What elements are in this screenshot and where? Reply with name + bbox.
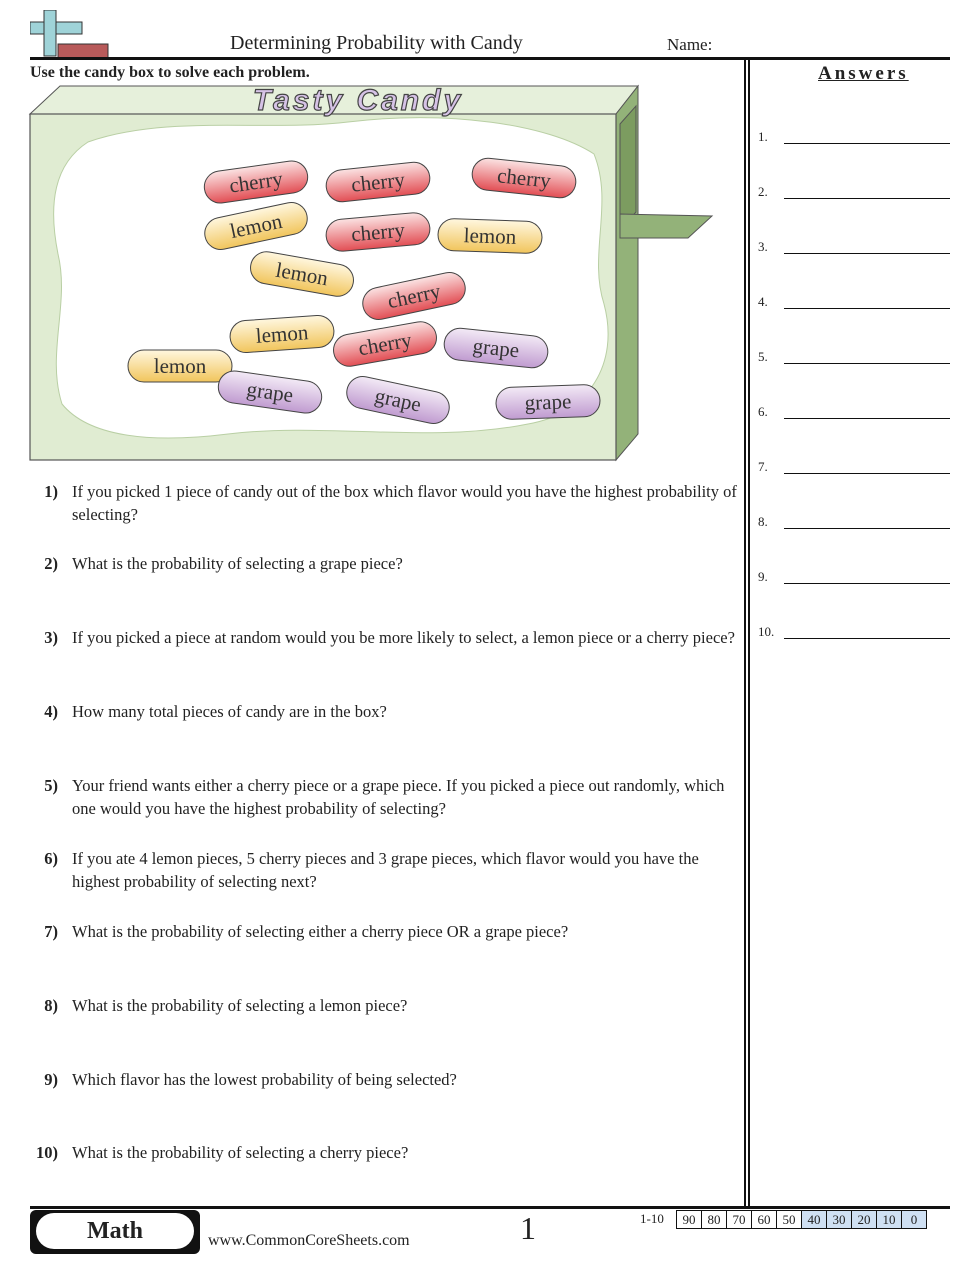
candy-label: lemon [227, 208, 285, 244]
question-number: 6) [44, 849, 58, 868]
score-table [676, 1210, 927, 1229]
header-rule [30, 57, 950, 60]
candy-lemon [229, 314, 335, 353]
candy-label: cherry [356, 327, 414, 361]
answer-number: 8. [758, 514, 768, 529]
question-number: 8) [44, 996, 58, 1015]
candy-label: lemon [274, 257, 330, 291]
answer-number: 6. [758, 404, 768, 419]
candy-lemon [437, 218, 542, 254]
answer-number: 3. [758, 239, 768, 254]
candy-label: cherry [496, 163, 552, 193]
question-text: Which flavor has the lowest probability of being selected? [72, 1070, 457, 1089]
question-text: What is the probability of selecting a cherry piece? [72, 1143, 409, 1162]
answer-line[interactable] [758, 404, 950, 424]
instructions: Use the candy box to solve each problem. [30, 64, 310, 81]
candy-label: cherry [385, 278, 443, 314]
answer-number: 5. [758, 349, 768, 364]
question-text: What is the probability of selecting a lemon piece? [72, 996, 408, 1015]
answer-blank[interactable] [784, 198, 950, 199]
candy-lemon [128, 350, 232, 382]
box-title: Tasty Candy [252, 84, 464, 117]
answer-blank[interactable] [784, 143, 950, 144]
question-text: What is the probability of selecting a grape piece? [72, 554, 403, 573]
footer-rule [30, 1206, 950, 1209]
score-cell: 40 [802, 1211, 827, 1229]
score-cell: 10 [877, 1211, 902, 1229]
score-cell: 0 [902, 1211, 927, 1229]
answer-blank[interactable] [784, 638, 950, 639]
question-text: If you picked 1 piece of candy out of the box which flavor would you have the highest probability of selecting? [72, 482, 737, 524]
answer-blank[interactable] [784, 528, 950, 529]
question-number: 7) [44, 922, 58, 941]
answer-number: 2. [758, 184, 768, 199]
candy-label: cherry [227, 166, 285, 198]
answer-line[interactable] [758, 129, 950, 149]
answer-line[interactable] [758, 184, 950, 204]
answer-line[interactable] [758, 624, 950, 644]
answer-line[interactable] [758, 349, 950, 369]
question-text: What is the probability of selecting either a cherry piece OR a grape piece? [72, 922, 569, 941]
candy-label: cherry [350, 167, 406, 197]
answer-number: 9. [758, 569, 768, 584]
answer-blank[interactable] [784, 583, 950, 584]
score-cell: 70 [727, 1211, 752, 1229]
question-number: 10) [36, 1143, 58, 1162]
candy-label: grape [524, 389, 572, 415]
box-flap [620, 106, 636, 230]
answer-number: 4. [758, 294, 768, 309]
candy-box-illustration [28, 84, 718, 464]
answer-blank[interactable] [784, 363, 950, 364]
score-cell: 50 [777, 1211, 802, 1229]
answer-number: 10. [758, 624, 775, 639]
answer-blank[interactable] [784, 308, 950, 309]
question-number: 4) [44, 702, 58, 721]
candy-label: grape [245, 376, 295, 408]
answer-line[interactable] [758, 459, 950, 479]
subject-label: Math [36, 1213, 194, 1249]
page-number: 1 [520, 1210, 536, 1246]
score-cell: 30 [827, 1211, 852, 1229]
score-cell: 20 [852, 1211, 877, 1229]
column-divider [744, 60, 746, 1207]
answer-line[interactable] [758, 239, 950, 259]
score-cell: 60 [752, 1211, 777, 1229]
answer-line[interactable] [758, 294, 950, 314]
score-range: 1-10 [640, 1211, 664, 1226]
answer-number: 7. [758, 459, 768, 474]
worksheet-title: Determining Probability with Candy [230, 32, 523, 54]
answers-heading: Answers [818, 63, 909, 84]
answer-blank[interactable] [784, 473, 950, 474]
column-divider [748, 60, 750, 1207]
question-text: How many total pieces of candy are in the box? [72, 702, 387, 721]
answer-line[interactable] [758, 514, 950, 534]
answer-number: 1. [758, 129, 768, 144]
candy-label: cherry [350, 217, 406, 247]
answer-blank[interactable] [784, 418, 950, 419]
score-cell: 80 [702, 1211, 727, 1229]
website-link[interactable]: www.CommonCoreSheets.com [208, 1232, 410, 1249]
question-text: If you picked a piece at random would you be more likely to select, a lemon piece or a cherry piece? [72, 628, 735, 647]
candy-grape [495, 384, 600, 420]
answer-blank[interactable] [784, 253, 950, 254]
question-number: 2) [44, 554, 58, 573]
candy-label: lemon [463, 223, 517, 249]
candy-label: grape [471, 333, 521, 363]
question-text: If you ate 4 lemon pieces, 5 cherry pieces and 3 grape pieces, which flavor would you have the highest probability of selecting next? [72, 849, 699, 891]
answer-line[interactable] [758, 569, 950, 589]
box-lid-tab [620, 214, 712, 238]
question-number: 3) [44, 628, 58, 647]
score-cell: 90 [677, 1211, 702, 1229]
question-number: 9) [44, 1070, 58, 1089]
plus-logo-icon [30, 10, 110, 60]
question-number: 5) [44, 776, 58, 795]
candy-label: lemon [254, 320, 310, 348]
question-text: Your friend wants either a cherry piece or a grape piece. If you picked a piece out randomly, which one would you have the highest probability of selecting? [72, 776, 725, 818]
candy-label: lemon [153, 354, 207, 378]
candy-label: grape [372, 383, 424, 417]
name-label: Name: [667, 35, 713, 54]
question-number: 1) [44, 482, 58, 501]
